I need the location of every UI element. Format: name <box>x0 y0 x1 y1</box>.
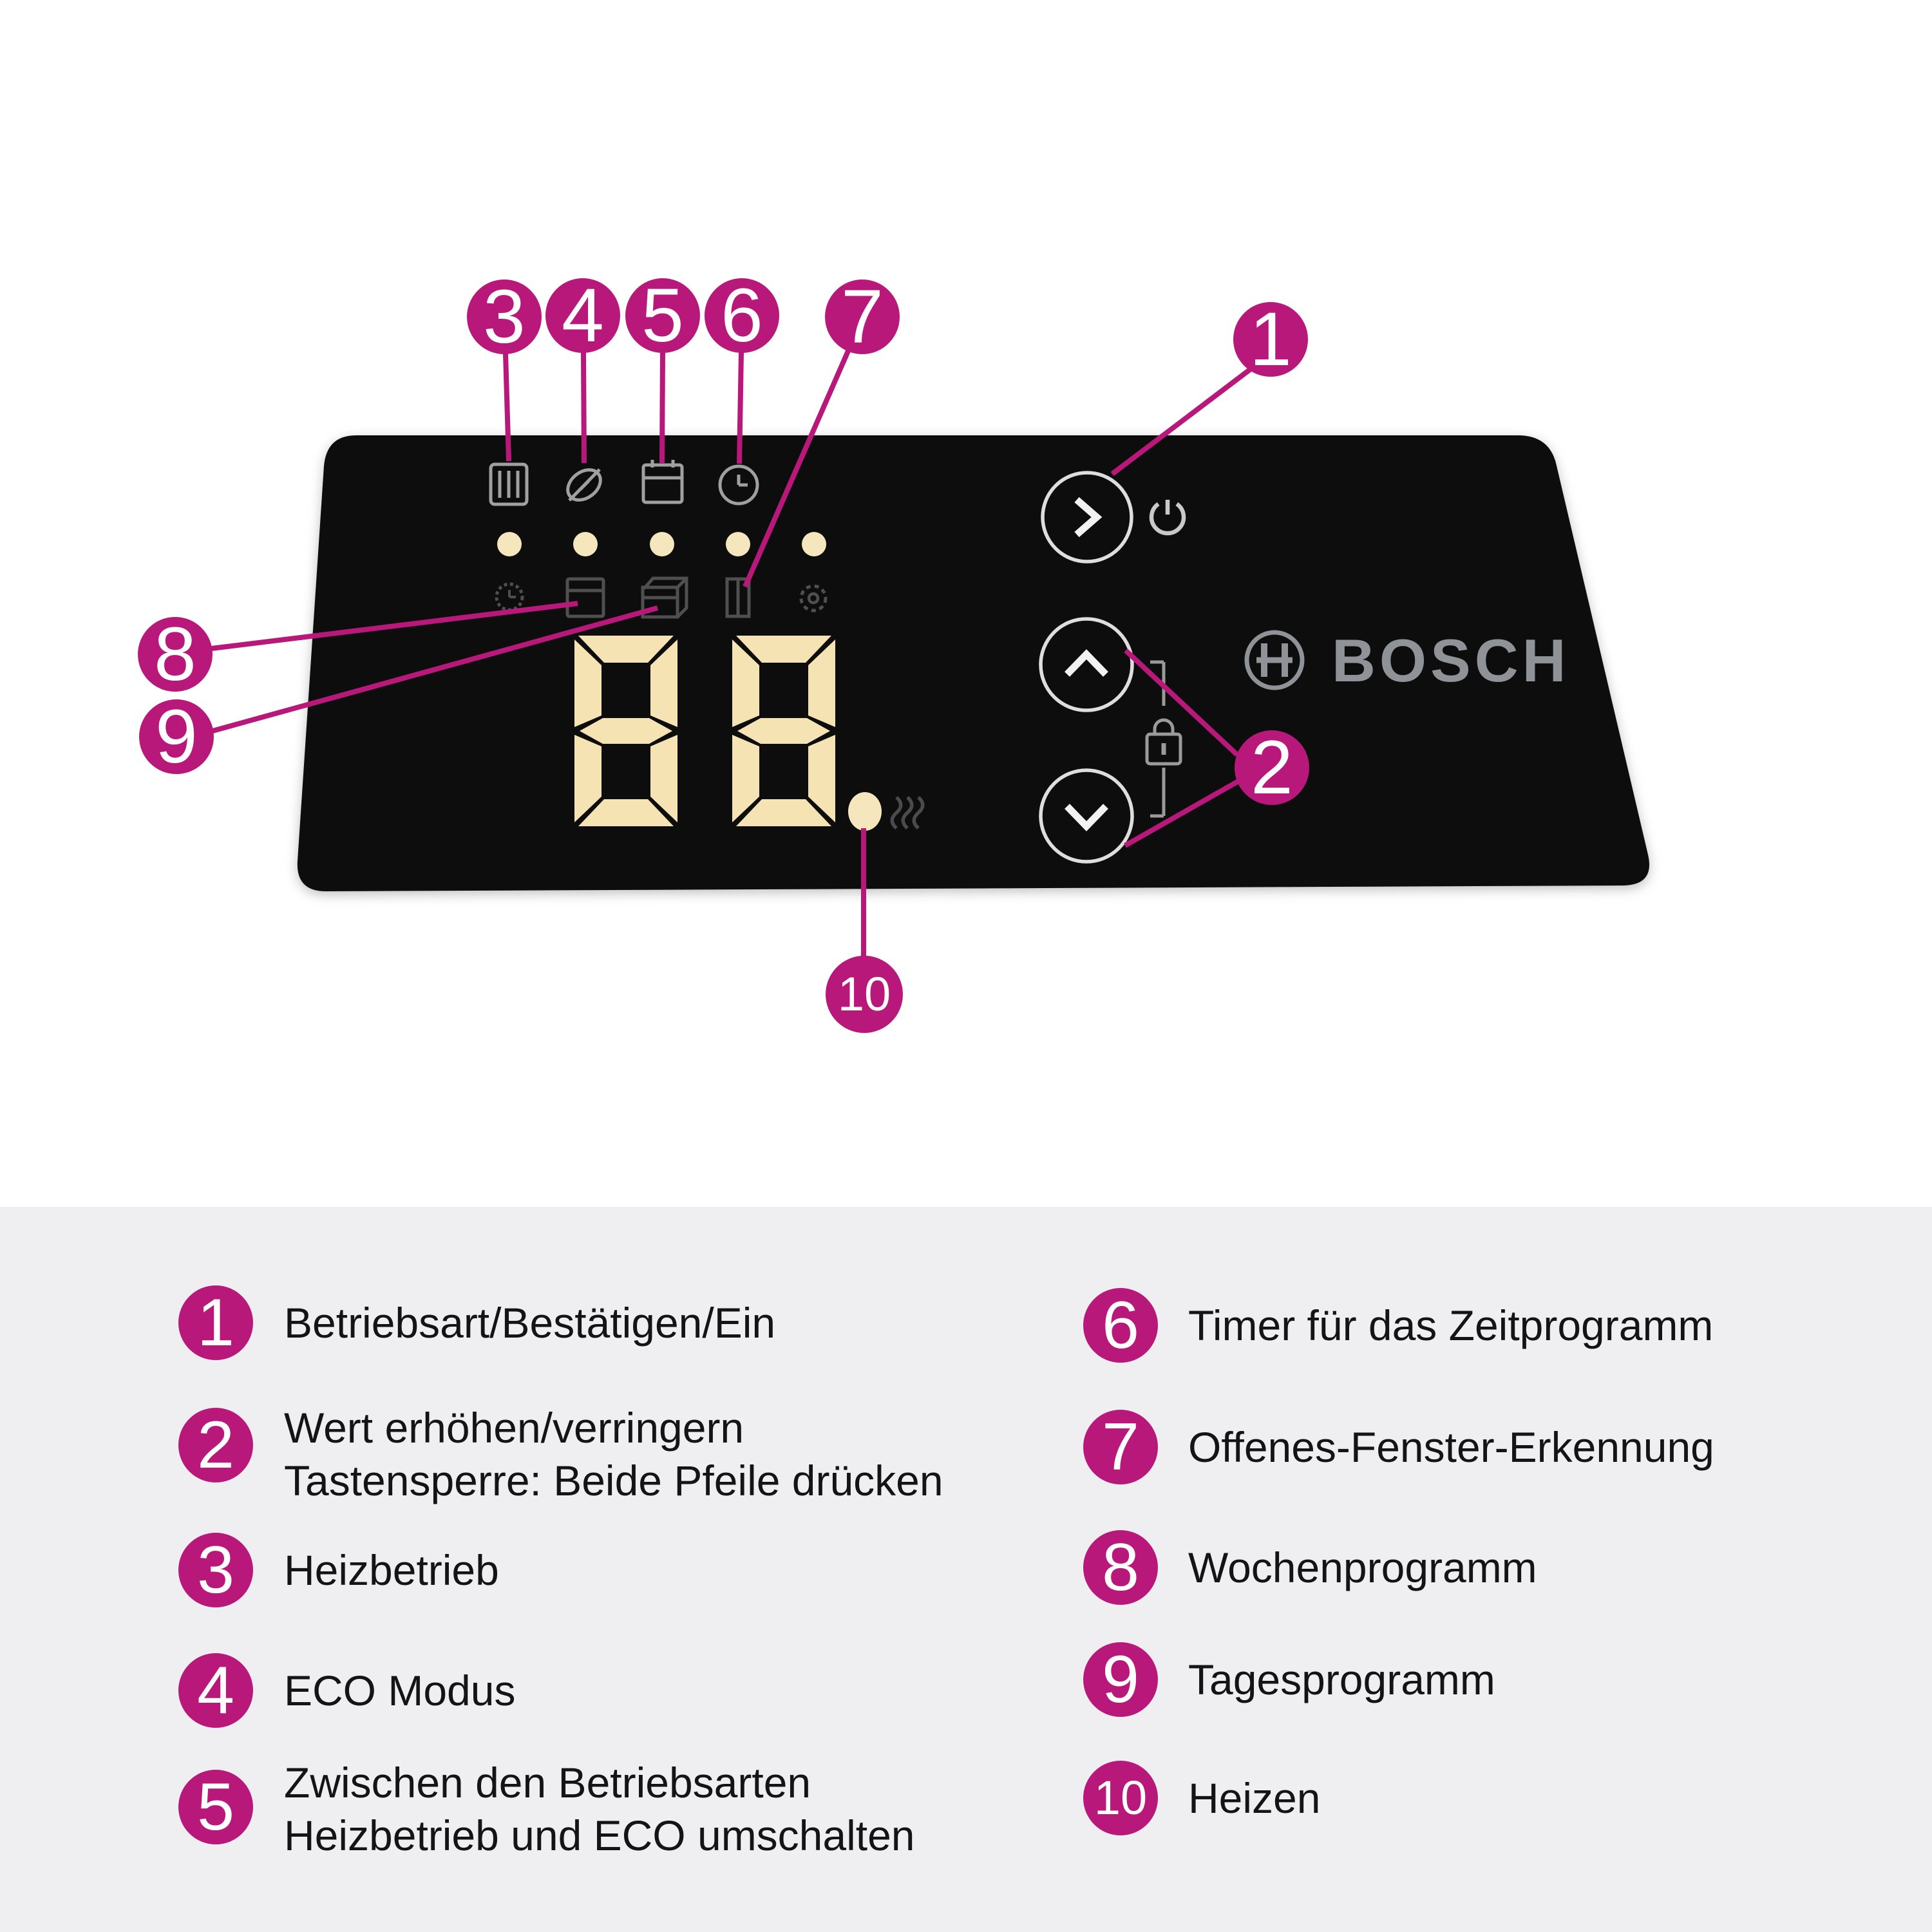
led-dot <box>573 532 598 556</box>
legend-num-4: 4 <box>178 1653 253 1728</box>
legend-label-2: Wert erhöhen/verringern Tastensperre: Beide Pfeile drücken <box>284 1404 943 1504</box>
legend-label-3: Heizbetrieb <box>284 1546 499 1594</box>
legend-label-7: Offenes-Fenster-Erkennung <box>1188 1423 1714 1471</box>
heating-led <box>848 792 882 831</box>
led-dot <box>650 532 674 556</box>
legend-label-6: Timer für das Zeitprogramm <box>1188 1302 1714 1349</box>
callout-3: 3 <box>467 279 542 354</box>
legend-num-6: 6 <box>1083 1288 1158 1363</box>
callout-5: 5 <box>625 278 700 353</box>
callout-6: 6 <box>705 278 779 353</box>
led-dot <box>497 532 522 556</box>
legend-num-9: 9 <box>1083 1642 1158 1717</box>
legend-num-7: 7 <box>1083 1410 1158 1484</box>
legend-num-8: 8 <box>1083 1530 1158 1605</box>
callout-8: 8 <box>138 617 213 692</box>
callout-2: 2 <box>1235 730 1309 805</box>
led-dot <box>802 532 826 556</box>
callout-7: 7 <box>825 279 900 354</box>
legend-num-2: 2 <box>178 1408 253 1482</box>
legend-num-3: 3 <box>178 1533 253 1607</box>
callout-10: 10 <box>826 956 903 1033</box>
legend-section <box>0 1207 1932 1932</box>
callout-9: 9 <box>139 699 214 774</box>
legend-label-9: Tagesprogramm <box>1188 1656 1495 1703</box>
legend-num-10: 10 <box>1083 1761 1158 1835</box>
legend-num-5: 5 <box>178 1770 253 1844</box>
bosch-logo-text: BOSCH <box>1332 627 1570 694</box>
callout-4: 4 <box>545 278 620 353</box>
led-dot <box>726 532 750 556</box>
legend-label-4: ECO Modus <box>284 1667 516 1714</box>
legend-label-8: Wochenprogramm <box>1188 1544 1537 1591</box>
callout-1: 1 <box>1233 302 1308 377</box>
legend-label-5: Zwischen den Betriebsarten Heizbetrieb und ECO umschalten <box>284 1759 915 1859</box>
legend-label-10: Heizen <box>1188 1774 1321 1822</box>
legend-label-1: Betriebsart/Bestätigen/Ein <box>284 1299 776 1347</box>
legend-num-1: 1 <box>178 1285 253 1360</box>
